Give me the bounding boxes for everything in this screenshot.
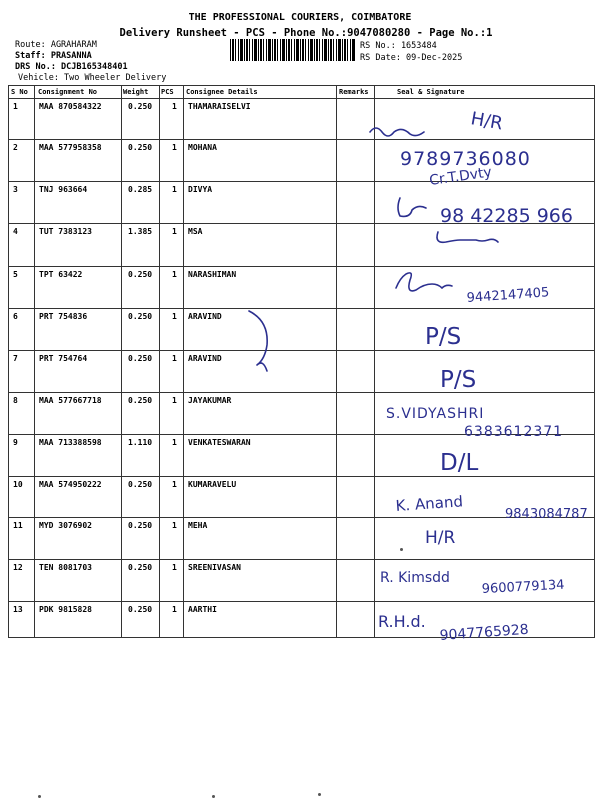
col-sno: S No: [11, 88, 28, 96]
row-divider: [9, 308, 594, 309]
cell-consignment: TEN 8081703: [39, 563, 92, 572]
rs-date: RS Date: 09-Dec-2025: [360, 53, 463, 63]
cell-consignee: DIVYA: [188, 185, 213, 194]
cell-sno: 9: [13, 438, 18, 447]
runsheet-title: Delivery Runsheet - PCS - Phone No.:9047080280 - Page No.:1: [119, 27, 493, 39]
staff-label: Staff: PRASANNA: [15, 51, 92, 61]
handwriting-row13-name: R.H.d.: [378, 612, 426, 631]
cell-pcs: 1: [172, 185, 177, 194]
row-divider: [9, 476, 594, 477]
row-divider: [9, 181, 594, 182]
row-divider: [9, 350, 594, 351]
ink-speck: [318, 793, 321, 796]
handwriting-row10-phone: 9843084787: [505, 507, 588, 522]
cell-sno: 11: [13, 521, 23, 530]
col-pcs: PCS: [161, 88, 174, 96]
handwriting-row12-name: R. Kimsdd: [380, 570, 450, 586]
cell-pcs: 1: [172, 143, 177, 152]
cell-pcs: 1: [172, 521, 177, 530]
cell-sno: 7: [13, 354, 18, 363]
cell-consignment: MYD 3076902: [39, 521, 92, 530]
handwriting-row9: D/L: [440, 450, 479, 476]
cell-consignment: TUT 7383123: [39, 227, 92, 236]
cell-weight: 0.250: [128, 102, 153, 111]
cell-pcs: 1: [172, 480, 177, 489]
cell-weight: 0.250: [128, 143, 153, 152]
cell-sno: 8: [13, 396, 18, 405]
cell-weight: 0.250: [128, 605, 153, 614]
row-divider: [9, 434, 594, 435]
cell-pcs: 1: [172, 396, 177, 405]
cell-weight: 0.250: [128, 563, 153, 572]
cell-consignee: NARASHIMAN: [188, 270, 237, 279]
cell-consignee: MSA: [188, 227, 203, 236]
col-consignment: Consignment No: [38, 88, 98, 96]
cell-consignment: MAA 713388598: [39, 438, 102, 447]
ink-speck: [212, 795, 215, 798]
cell-sno: 10: [13, 480, 23, 489]
handwriting-row8-name: S.VIDYASHRI: [386, 406, 485, 422]
handwriting-row12-phone: 9600779134: [481, 577, 565, 597]
cell-pcs: 1: [172, 438, 177, 447]
cell-sno: 6: [13, 312, 18, 321]
cell-consignment: MAA 870584322: [39, 102, 102, 111]
cell-consignee: ARAVIND: [188, 354, 222, 363]
cell-consignee: SREENIVASAN: [188, 563, 241, 572]
runsheet-table: [8, 85, 595, 638]
cell-weight: 0.285: [128, 185, 153, 194]
handwriting-row3-phone: 98 42285 966: [440, 205, 573, 227]
handwriting-row8-phone: 6383612371: [464, 424, 564, 440]
cell-pcs: 1: [172, 563, 177, 572]
cell-consignment: PRT 754764: [39, 354, 88, 363]
handwriting-row7: P/S: [440, 367, 477, 393]
handwriting-row5-phone: 9442147405: [466, 285, 550, 306]
cell-consignee: KUMARAVELU: [188, 480, 237, 489]
row-divider: [9, 266, 594, 267]
col-consignee: Consignee Details: [186, 88, 258, 96]
route-label: Route: AGRAHARAM: [15, 40, 97, 50]
handwriting-row6: P/S: [425, 324, 462, 350]
cell-consignment: TPT 63422: [39, 270, 83, 279]
handwriting-row10-name: K. Anand: [395, 492, 464, 515]
handwriting-row13-phone: 9047765928: [439, 621, 530, 644]
col-weight: Weight: [123, 88, 149, 96]
ink-speck: [38, 795, 41, 798]
barcode: [230, 39, 355, 61]
row-divider: [9, 223, 594, 224]
col-seal-signature: Seal & Signature: [397, 88, 465, 96]
cell-pcs: 1: [172, 354, 177, 363]
cell-weight: 1.110: [128, 438, 153, 447]
cell-weight: 0.250: [128, 480, 153, 489]
cell-weight: 0.250: [128, 521, 153, 530]
cell-sno: 3: [13, 185, 18, 194]
handwriting-row2-name: Cr.T.Dvty: [428, 164, 493, 189]
cell-sno: 1: [13, 102, 18, 111]
cell-pcs: 1: [172, 312, 177, 321]
cell-consignee: ARAVIND: [188, 312, 222, 321]
handwriting-row11: H/R: [425, 528, 456, 548]
cell-consignee: VENKATESWARAN: [188, 438, 251, 447]
cell-consignment: PDK 9815828: [39, 605, 92, 614]
handwriting-row2-phone: 9789736080: [400, 148, 531, 170]
cell-weight: 1.385: [128, 227, 153, 236]
cell-pcs: 1: [172, 605, 177, 614]
cell-consignee: MOHANA: [188, 143, 217, 152]
cell-weight: 0.250: [128, 396, 153, 405]
row-divider: [9, 601, 594, 602]
cell-pcs: 1: [172, 227, 177, 236]
cell-consignee: THAMARAISELVI: [188, 102, 251, 111]
row-divider: [9, 139, 594, 140]
row-divider: [9, 392, 594, 393]
cell-consignee: MEHA: [188, 521, 208, 530]
cell-weight: 0.250: [128, 270, 153, 279]
cell-sno: 2: [13, 143, 18, 152]
row-divider: [9, 517, 594, 518]
ink-speck: [400, 548, 403, 551]
cell-consignment: TNJ 963664: [39, 185, 88, 194]
handwriting-row1: H/R: [469, 108, 505, 135]
company-title: THE PROFESSIONAL COURIERS, COIMBATORE: [188, 12, 412, 23]
cell-sno: 12: [13, 563, 23, 572]
cell-weight: 0.250: [128, 312, 153, 321]
vehicle-label: Vehicle: Two Wheeler Delivery: [18, 73, 167, 83]
cell-consignment: MAA 577667718: [39, 396, 102, 405]
cell-sno: 5: [13, 270, 18, 279]
cell-weight: 0.250: [128, 354, 153, 363]
cell-consignment: PRT 754836: [39, 312, 88, 321]
cell-consignee: JAYAKUMAR: [188, 396, 232, 405]
drs-number: DRS No.: DCJB165348401: [15, 62, 128, 72]
cell-consignment: MAA 577958358: [39, 143, 102, 152]
cell-pcs: 1: [172, 270, 177, 279]
col-remarks: Remarks: [339, 88, 369, 96]
cell-sno: 4: [13, 227, 18, 236]
rs-number: RS No.: 1653484: [360, 41, 437, 51]
cell-sno: 13: [13, 605, 23, 614]
cell-pcs: 1: [172, 102, 177, 111]
cell-consignee: AARTHI: [188, 605, 217, 614]
row-divider: [9, 559, 594, 560]
cell-consignment: MAA 574950222: [39, 480, 102, 489]
